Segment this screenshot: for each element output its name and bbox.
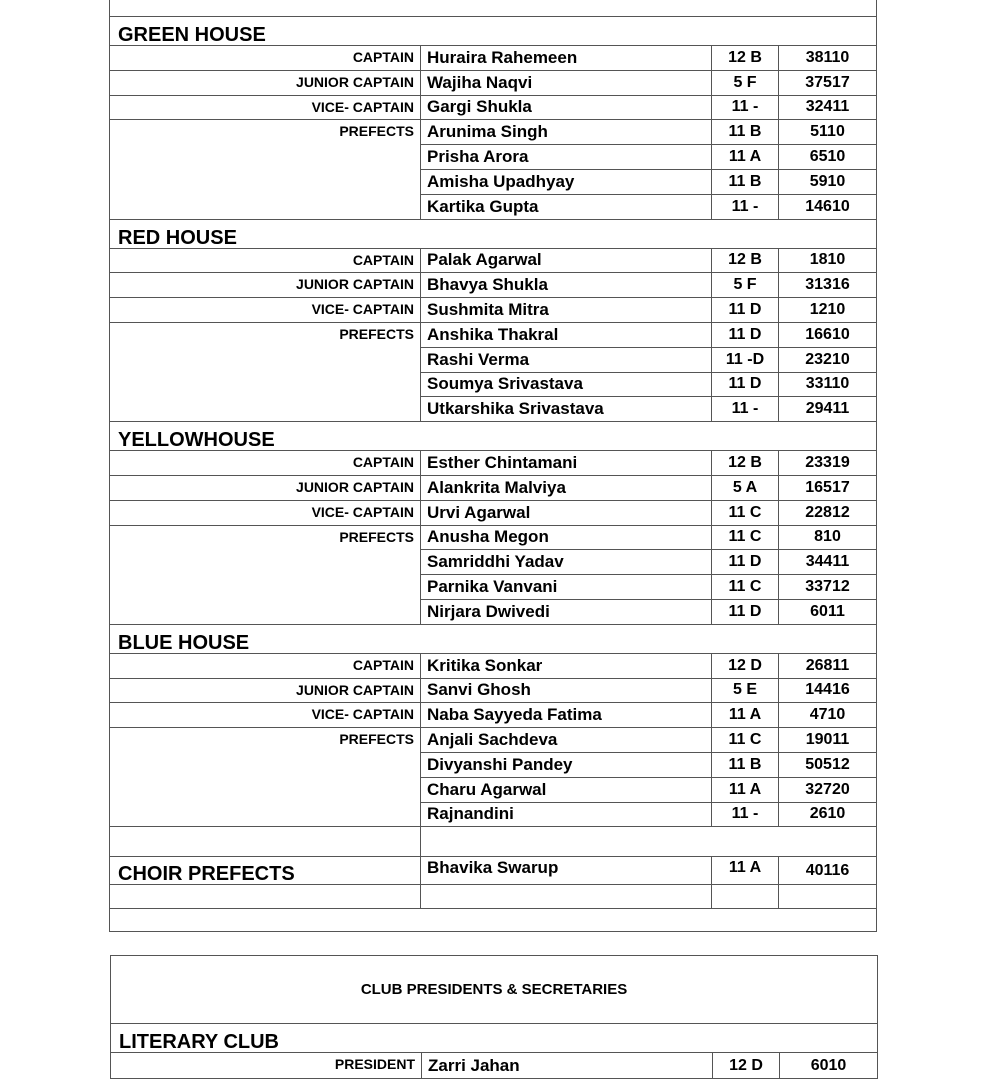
role-label: JUNIOR CAPTAIN bbox=[110, 273, 421, 298]
member-class: 11 C bbox=[712, 575, 779, 600]
role-label: CAPTAIN bbox=[110, 46, 421, 71]
house-heading-row bbox=[110, 422, 877, 451]
member-class: 5 F bbox=[712, 273, 779, 298]
member-class: 11 D bbox=[712, 372, 779, 397]
member-class: 11 A bbox=[712, 145, 779, 170]
choir-member-number: 40116 bbox=[779, 857, 877, 885]
empty-cell bbox=[110, 827, 421, 857]
member-class: 11 D bbox=[712, 298, 779, 323]
member-name: Esther Chintamani bbox=[421, 451, 712, 476]
member-name: Anshika Thakral bbox=[421, 322, 712, 347]
member-class: 11 D bbox=[712, 599, 779, 624]
house-heading: GREEN HOUSE bbox=[110, 17, 877, 46]
member-number: 22812 bbox=[779, 500, 877, 525]
house-heading-row bbox=[110, 219, 877, 248]
member-name: Arunima Singh bbox=[421, 120, 712, 145]
member-class: 12 B bbox=[712, 248, 779, 273]
member-number: 29411 bbox=[779, 397, 877, 422]
house-heading-row bbox=[110, 624, 877, 653]
member-name: Naba Sayyeda Fatima bbox=[421, 703, 712, 728]
house-heading-row bbox=[110, 17, 877, 46]
table-row bbox=[110, 273, 877, 298]
member-number: 32411 bbox=[779, 95, 877, 120]
member-name: Samriddhi Yadav bbox=[421, 550, 712, 575]
member-class: 12 B bbox=[712, 451, 779, 476]
member-class: 11 C bbox=[712, 500, 779, 525]
member-number: 5910 bbox=[779, 169, 877, 194]
role-label: PREFECTS bbox=[110, 120, 421, 219]
empty-cell bbox=[110, 885, 421, 909]
choir-member-class: 11 A bbox=[712, 857, 779, 885]
member-name: Nirjara Dwivedi bbox=[421, 599, 712, 624]
role-label: JUNIOR CAPTAIN bbox=[110, 475, 421, 500]
member-class: 11 D bbox=[712, 550, 779, 575]
member-class: 5 E bbox=[712, 678, 779, 703]
member-number: 23319 bbox=[779, 451, 877, 476]
role-label: VICE- CAPTAIN bbox=[110, 298, 421, 323]
club-role: PRESIDENT bbox=[111, 1053, 422, 1079]
choir-row bbox=[110, 857, 877, 885]
table-row bbox=[110, 322, 877, 347]
member-name: Huraira Rahemeen bbox=[421, 46, 712, 71]
member-number: 810 bbox=[779, 525, 877, 550]
member-name: Urvi Agarwal bbox=[421, 500, 712, 525]
member-number: 33110 bbox=[779, 372, 877, 397]
role-label: PREFECTS bbox=[110, 525, 421, 624]
role-label: VICE- CAPTAIN bbox=[110, 500, 421, 525]
role-label: JUNIOR CAPTAIN bbox=[110, 70, 421, 95]
member-class: 11 - bbox=[712, 397, 779, 422]
member-number: 5110 bbox=[779, 120, 877, 145]
table-row bbox=[110, 248, 877, 273]
member-name: Rajnandini bbox=[421, 802, 712, 827]
member-number: 32720 bbox=[779, 777, 877, 802]
member-number: 50512 bbox=[779, 752, 877, 777]
member-number: 23210 bbox=[779, 347, 877, 372]
member-name: Bhavya Shukla bbox=[421, 273, 712, 298]
member-class: 11 C bbox=[712, 525, 779, 550]
member-number: 14416 bbox=[779, 678, 877, 703]
empty-row bbox=[110, 0, 877, 17]
table-row bbox=[110, 475, 877, 500]
role-label: CAPTAIN bbox=[110, 248, 421, 273]
member-number: 31316 bbox=[779, 273, 877, 298]
member-class: 11 A bbox=[712, 703, 779, 728]
club-member-number: 6010 bbox=[780, 1053, 878, 1079]
member-number: 6510 bbox=[779, 145, 877, 170]
table-row bbox=[110, 120, 877, 145]
member-number: 14610 bbox=[779, 194, 877, 219]
house-heading: BLUE HOUSE bbox=[110, 624, 877, 653]
member-number: 6011 bbox=[779, 599, 877, 624]
member-name: Rashi Verma bbox=[421, 347, 712, 372]
house-heading: YELLOWHOUSE bbox=[110, 422, 877, 451]
member-number: 19011 bbox=[779, 728, 877, 753]
table-row bbox=[110, 70, 877, 95]
role-label: CAPTAIN bbox=[110, 451, 421, 476]
member-number: 38110 bbox=[779, 46, 877, 71]
table-row bbox=[110, 500, 877, 525]
member-number: 33712 bbox=[779, 575, 877, 600]
member-class: 11 -D bbox=[712, 347, 779, 372]
member-number: 1210 bbox=[779, 298, 877, 323]
member-name: Kritika Sonkar bbox=[421, 653, 712, 678]
club-member-class: 12 D bbox=[713, 1053, 780, 1079]
member-name: Alankrita Malviya bbox=[421, 475, 712, 500]
member-class: 12 B bbox=[712, 46, 779, 71]
member-class: 12 D bbox=[712, 653, 779, 678]
member-number: 2610 bbox=[779, 802, 877, 827]
member-class: 11 C bbox=[712, 728, 779, 753]
member-name: Kartika Gupta bbox=[421, 194, 712, 219]
member-number: 34411 bbox=[779, 550, 877, 575]
role-label: JUNIOR CAPTAIN bbox=[110, 678, 421, 703]
member-name: Soumya Srivastava bbox=[421, 372, 712, 397]
member-class: 5 F bbox=[712, 70, 779, 95]
club-heading: LITERARY CLUB bbox=[111, 1024, 878, 1053]
table-row bbox=[110, 95, 877, 120]
table-row bbox=[110, 298, 877, 323]
table-row bbox=[110, 653, 877, 678]
member-name: Gargi Shukla bbox=[421, 95, 712, 120]
member-class: 11 D bbox=[712, 322, 779, 347]
role-label: VICE- CAPTAIN bbox=[110, 703, 421, 728]
table-row bbox=[110, 678, 877, 703]
role-label: PREFECTS bbox=[110, 728, 421, 827]
member-class: 11 - bbox=[712, 95, 779, 120]
member-class: 11 A bbox=[712, 777, 779, 802]
member-class: 11 - bbox=[712, 802, 779, 827]
table-row bbox=[110, 451, 877, 476]
member-class: 11 B bbox=[712, 752, 779, 777]
table-row bbox=[110, 703, 877, 728]
club-member-name: Zarri Jahan bbox=[422, 1053, 713, 1079]
choir-heading: CHOIR PREFECTS bbox=[110, 857, 421, 885]
house-table bbox=[109, 0, 877, 932]
empty-cell bbox=[421, 885, 712, 909]
member-name: Parnika Vanvani bbox=[421, 575, 712, 600]
clubs-title: CLUB PRESIDENTS & SECRETARIES bbox=[111, 956, 878, 1024]
empty-row bbox=[110, 909, 877, 932]
member-name: Sushmita Mitra bbox=[421, 298, 712, 323]
member-name: Utkarshika Srivastava bbox=[421, 397, 712, 422]
member-number: 37517 bbox=[779, 70, 877, 95]
member-number: 4710 bbox=[779, 703, 877, 728]
house-heading: RED HOUSE bbox=[110, 219, 877, 248]
member-name: Charu Agarwal bbox=[421, 777, 712, 802]
member-class: 11 B bbox=[712, 169, 779, 194]
clubs-table bbox=[110, 955, 878, 1079]
member-number: 16610 bbox=[779, 322, 877, 347]
role-label: PREFECTS bbox=[110, 322, 421, 421]
member-class: 11 - bbox=[712, 194, 779, 219]
member-class: 5 A bbox=[712, 475, 779, 500]
member-name: Amisha Upadhyay bbox=[421, 169, 712, 194]
table-row bbox=[110, 525, 877, 550]
member-name: Prisha Arora bbox=[421, 145, 712, 170]
member-name: Wajiha Naqvi bbox=[421, 70, 712, 95]
member-number: 26811 bbox=[779, 653, 877, 678]
choir-member-name: Bhavika Swarup bbox=[421, 857, 712, 885]
member-number: 16517 bbox=[779, 475, 877, 500]
role-label: CAPTAIN bbox=[110, 653, 421, 678]
member-name: Divyanshi Pandey bbox=[421, 752, 712, 777]
member-name: Palak Agarwal bbox=[421, 248, 712, 273]
empty-cell bbox=[712, 885, 779, 909]
table-row bbox=[110, 728, 877, 753]
member-number: 1810 bbox=[779, 248, 877, 273]
member-class: 11 B bbox=[712, 120, 779, 145]
member-name: Anusha Megon bbox=[421, 525, 712, 550]
member-name: Sanvi Ghosh bbox=[421, 678, 712, 703]
table-row bbox=[110, 46, 877, 71]
empty-cell bbox=[779, 885, 877, 909]
role-label: VICE- CAPTAIN bbox=[110, 95, 421, 120]
member-name: Anjali Sachdeva bbox=[421, 728, 712, 753]
empty-cell bbox=[421, 827, 877, 857]
